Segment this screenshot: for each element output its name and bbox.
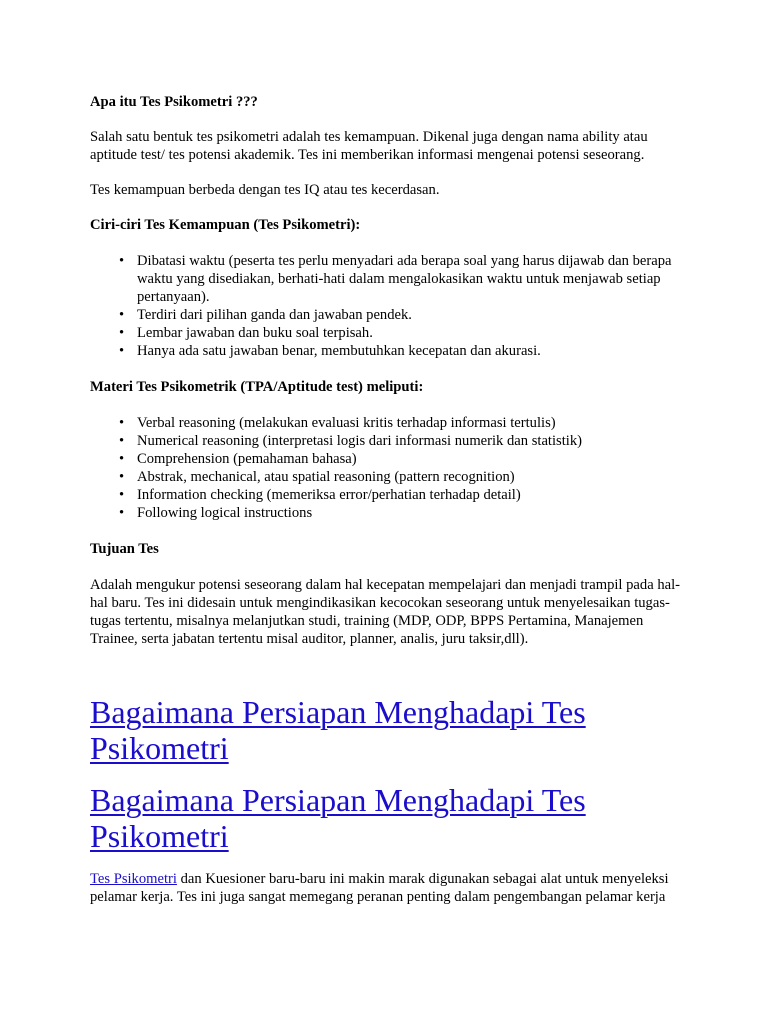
heading-link-persiapan-repeat[interactable]: Bagaimana Persiapan Menghadapi Tes Psikometri [90,782,586,854]
list-item-text: Comprehension (pemahaman bahasa) [137,451,357,467]
bullet-glyph: • [119,253,125,269]
link-heading-2-wrap [90,782,690,854]
list-item-text: Abstrak, mechanical, atau spatial reasoning (pattern recognition) [137,469,515,485]
paragraph-final-text: dan Kuesioner baru-baru ini makin marak digunakan sebagai alat untuk menyeleksi pelamar kerja. Tes ini juga sangat memegang peranan penting dalam pengembangan pelamar kerja [90,871,669,905]
list-item-text: Lembar jawaban dan buku soal terpisah. [137,325,373,341]
paragraph-comparison: Tes kemampuan berbeda dengan tes IQ atau tes kecerdasan. [90,182,440,198]
list-item [119,504,690,522]
list-item-text: Information checking (memeriksa error/perhatian terhadap detail) [137,487,521,503]
list-item [119,306,690,324]
list-item [119,468,690,486]
list-item [119,432,690,450]
bullet-glyph: • [119,451,125,467]
list-item [119,450,690,468]
list-item [119,414,690,432]
list-item-text: Terdiri dari pilihan ganda dan jawaban pendek. [137,307,412,323]
list-item-text: Verbal reasoning (melakukan evaluasi kritis terhadap informasi tertulis) [137,415,556,431]
heading-materi: Materi Tes Psikometrik (TPA/Aptitude test) meliputi: [90,379,424,395]
link-tes-psikometri[interactable]: Tes Psikometri [90,871,177,887]
list-ciri-ciri [90,252,690,360]
list-materi [90,414,690,522]
heading-apa-itu: Apa itu Tes Psikometri ??? [90,94,258,110]
list-item [119,486,690,504]
list-item-text: Numerical reasoning (interpretasi logis dari informasi numerik dan statistik) [137,433,582,449]
list-item [119,342,690,360]
heading-tujuan: Tujuan Tes [90,541,159,557]
bullet-glyph: • [119,487,125,503]
bullet-glyph: • [119,505,125,521]
paragraph-tujuan: Adalah mengukur potensi seseorang dalam hal kecepatan mempelajari dan menjadi trampil pada hal-hal baru. Tes ini didesain untuk mengindikasikan kecocokan seseorang untuk menyelesaikan tugas-tugas tertentu, misalnya melanjutkan studi, training (MDP, ODP, BPPS Pertamina, Manajemen Trainee, serta jabatan tertentu misal auditor, planner, analis, juru taksir,dll). [90,577,681,647]
bullet-glyph: • [119,325,125,341]
list-item-text: Dibatasi waktu (peserta tes perlu menyadari ada berapa soal yang harus dijawab dan berapa waktu yang disediakan, berhati-hati dalam mengalokasikan waktu untuk menjawab setiap pertanyaan). [137,253,672,305]
list-item-text: Following logical instructions [137,505,313,521]
bullet-glyph: • [119,469,125,485]
document-page [90,93,690,906]
paragraph-intro: Salah satu bentuk tes psikometri adalah tes kemampuan. Dikenal juga dengan nama ability atau aptitude test/ tes potensi akademik. Tes ini memberikan informasi mengenai potensi seseorang. [90,129,648,163]
list-item-text: Hanya ada satu jawaban benar, membutuhkan kecepatan dan akurasi. [137,343,541,359]
bullet-glyph: • [119,343,125,359]
heading-ciri-ciri: Ciri-ciri Tes Kemampuan (Tes Psikometri): [90,217,361,233]
heading-link-persiapan[interactable]: Bagaimana Persiapan Menghadapi Tes Psikometri [90,694,586,766]
bullet-glyph: • [119,433,125,449]
bullet-glyph: • [119,307,125,323]
list-item [119,324,690,342]
bullet-glyph: • [119,415,125,431]
link-heading-1-wrap [90,694,690,766]
paragraph-final [90,870,690,906]
list-item [119,252,690,306]
